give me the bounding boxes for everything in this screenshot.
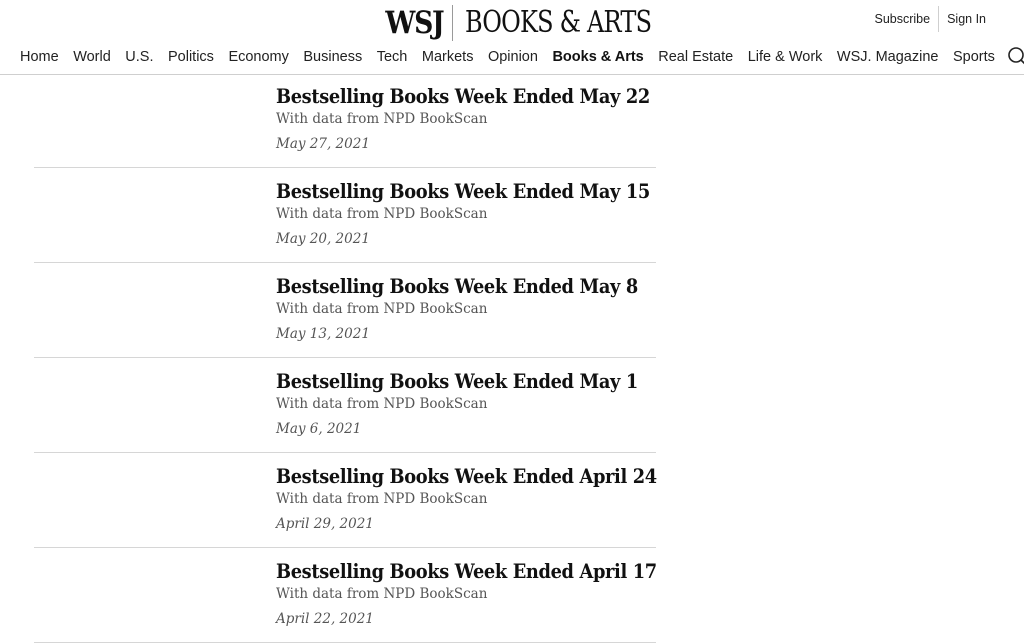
article-text <box>276 273 656 344</box>
article-text <box>276 558 656 629</box>
article-text <box>276 368 656 439</box>
nav-item-opinion[interactable]: Opinion <box>487 49 538 65</box>
sign-in-link[interactable]: Sign In <box>947 12 986 26</box>
account-divider <box>938 6 939 32</box>
nav-item-sports[interactable]: Sports <box>952 49 995 65</box>
article-headline[interactable]: Bestselling Books Week Ended May 1 <box>276 369 638 393</box>
article-text <box>276 178 656 249</box>
article-text <box>276 83 656 154</box>
article-summary: With data from NPD BookScan <box>276 206 488 222</box>
list-item <box>34 75 656 168</box>
article-headline[interactable]: Bestselling Books Week Ended May 8 <box>276 274 638 298</box>
nav-item-markets[interactable]: Markets <box>421 49 474 65</box>
main-nav <box>20 44 1024 70</box>
nav-item-tech[interactable]: Tech <box>376 49 408 65</box>
nav-item-economy[interactable]: Economy <box>228 49 289 65</box>
article-headline[interactable]: Bestselling Books Week Ended April 17 <box>276 559 657 583</box>
account-links <box>874 6 986 32</box>
list-item <box>34 548 656 643</box>
nav-item-books-arts[interactable]: Books & Arts <box>552 49 644 65</box>
article-text <box>276 463 656 534</box>
article-summary: With data from NPD BookScan <box>276 111 488 127</box>
article-summary: With data from NPD BookScan <box>276 301 488 317</box>
site-header <box>0 0 1024 75</box>
article-date: May 13, 2021 <box>276 326 370 342</box>
nav-item-wsj-magazine[interactable]: WSJ. Magazine <box>836 49 939 65</box>
article-date: April 22, 2021 <box>276 611 374 627</box>
article-summary: With data from NPD BookScan <box>276 586 488 602</box>
article-headline[interactable]: Bestselling Books Week Ended May 22 <box>276 84 650 108</box>
logo-divider <box>452 5 453 41</box>
nav-item-world[interactable]: World <box>73 49 111 65</box>
article-date: May 27, 2021 <box>276 136 370 152</box>
nav-item-real-estate[interactable]: Real Estate <box>658 49 734 65</box>
article-list <box>34 75 656 643</box>
article-summary: With data from NPD BookScan <box>276 396 488 412</box>
article-date: April 29, 2021 <box>276 516 374 532</box>
article-summary: With data from NPD BookScan <box>276 491 488 507</box>
list-item <box>34 453 656 548</box>
list-item <box>34 358 656 453</box>
nav-item-business[interactable]: Business <box>303 49 363 65</box>
article-headline[interactable]: Bestselling Books Week Ended May 15 <box>276 179 650 203</box>
article-date: May 20, 2021 <box>276 231 370 247</box>
masthead <box>0 3 1024 43</box>
section-title[interactable]: BOOKS & ARTS <box>464 5 652 40</box>
nav-item-life-work[interactable]: Life & Work <box>747 49 823 65</box>
nav-item-us[interactable]: U.S. <box>125 49 154 65</box>
article-headline[interactable]: Bestselling Books Week Ended April 24 <box>276 464 657 488</box>
nav-item-home[interactable]: Home <box>20 49 59 65</box>
wsj-logo[interactable]: WSJ <box>385 5 444 41</box>
list-item <box>34 263 656 358</box>
subscribe-link[interactable]: Subscribe <box>874 12 931 26</box>
nav-item-politics[interactable]: Politics <box>168 49 214 65</box>
masthead-logo[interactable] <box>376 3 652 43</box>
article-date: May 6, 2021 <box>276 421 362 437</box>
search-icon[interactable] <box>1007 46 1024 68</box>
list-item <box>34 168 656 263</box>
